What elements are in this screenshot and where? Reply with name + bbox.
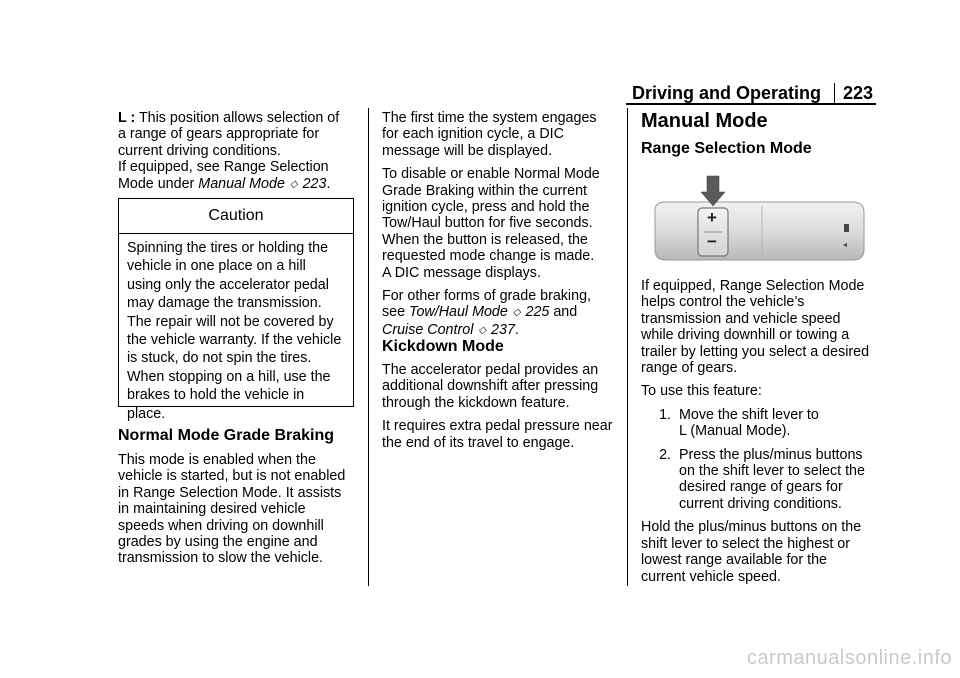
see-line: If equipped, see Range Selection [118,159,329,176]
list-item: 1. Move the shift lever to L (Manual Mode). [641,407,881,440]
kickdown-paragraph: The accelerator pedal provides an additional downshift after pressing through the kickdown feature. [382,362,599,411]
kickdown-heading: Kickdown Mode [382,338,504,355]
caution-line: vehicle in one place on a hill [127,258,306,275]
column-2 [382,110,622,346]
l-line: This position allows selection of [138,110,340,126]
shift-lever-illustration [652,170,867,288]
caution-line: When stopping on a hill, use the [127,368,331,385]
page-ref-icon: ◇ [289,178,298,190]
step-number: 1. [659,406,671,423]
disable-paragraph: To disable or enable Normal Mode Grade Braking within the current ignition cycle, press and hold the Tow/Haul button for five seconds. When the button is released, the requested mode change is made. A DIC message displays. [382,166,600,281]
caution-title: Caution [119,199,353,234]
page-ref-icon: ◇ [512,307,521,319]
l-line: current driving conditions. [118,142,281,159]
caution-line: brakes to hold the vehicle in [127,387,305,404]
range-selection-paragraph: If equipped, Range Selection Mode helps control the vehicle’s transmission and vehicle speed while driving downhill or towing a trailer by letting you select a desired range of gears. [641,278,870,377]
grade-line: in Range Selection Mode. It assists [118,484,342,501]
plus-button[interactable]: + [707,208,717,227]
hold-buttons-paragraph: Hold the plus/minus buttons on the shift lever to select the highest or lowest range available for the current vehicle speed. [641,519,862,585]
l-label: L : [118,110,136,126]
manual-mode-link[interactable]: Manual Mode ◇ 223 [198,175,327,192]
grade-braking-heading: Normal Mode Grade Braking [118,427,335,444]
manual-mode-heading: Manual Mode [641,110,768,132]
caution-line: The repair will not be covered by [127,313,334,330]
watermark: carmanualsonline.info [746,647,952,669]
column-divider-right [627,108,628,586]
header-rule [626,103,876,105]
caution-line: may damage the transmission. [127,295,322,312]
caution-line: using only the accelerator pedal [127,276,329,293]
header-divider [834,83,835,105]
see-line-prefix: Mode under [118,175,199,192]
step-number: 2. [659,446,671,463]
steps-list [641,407,881,512]
caution-line: the vehicle warranty. If the vehicle [127,332,342,349]
caution-line: Spinning the tires or holding the [127,240,329,256]
range-selection-heading: Range Selection Mode [641,140,812,157]
grade-line: vehicle is started, but is not enabled [118,468,346,485]
caution-line: is stuck, do not spin the tires. [127,350,312,367]
use-feature-paragraph: To use this feature: [641,383,762,400]
pedal-paragraph: It requires extra pedal pressure near the end of its travel to engage. [382,418,613,451]
section-title: Driving and Operating [632,83,822,103]
l-line: a range of gears appropriate for [118,126,320,143]
page-ref-icon: ◇ [478,324,487,336]
grade-line: This mode is enabled when the [118,452,316,468]
grade-braking-paragraph [118,452,363,567]
l-position-paragraph [118,110,363,159]
caution-box [118,198,354,422]
other-braking-paragraph: For other forms of grade braking, see Tow/Haul Mode ◇ 225 and Cruise Control ◇ 237. [382,288,591,338]
see-range-selection: If equipped, see Range Selection Mode under Manual Mode ◇ 223. [118,159,363,193]
grade-line: grades by using the engine and [118,534,318,551]
caution-text [127,239,341,423]
grade-line: transmission to slow the vehicle. [118,550,324,567]
kickdown-text [382,362,622,458]
column-divider-left [368,108,369,586]
caution-line: place. [127,405,166,422]
cruise-control-link[interactable]: Cruise Control ◇ 237 [382,321,515,338]
shift-lever-figure [652,170,867,288]
grade-line: speeds when driving on downhill [118,517,324,534]
column-3 [641,278,881,592]
column-1 [118,110,363,193]
page-number: 223 [843,83,874,103]
dic-paragraph: The first time the system engages for each ignition cycle, a DIC message will be displayed. [382,110,597,159]
minus-button[interactable]: − [707,232,717,251]
tow-haul-link[interactable]: Tow/Haul Mode ◇ 225 [409,304,550,321]
list-item: 2. Press the plus/minus buttons on the shift lever to select the desired range of gears for current driving conditions. [641,447,881,513]
grade-line: in maintaining desired vehicle [118,501,306,518]
